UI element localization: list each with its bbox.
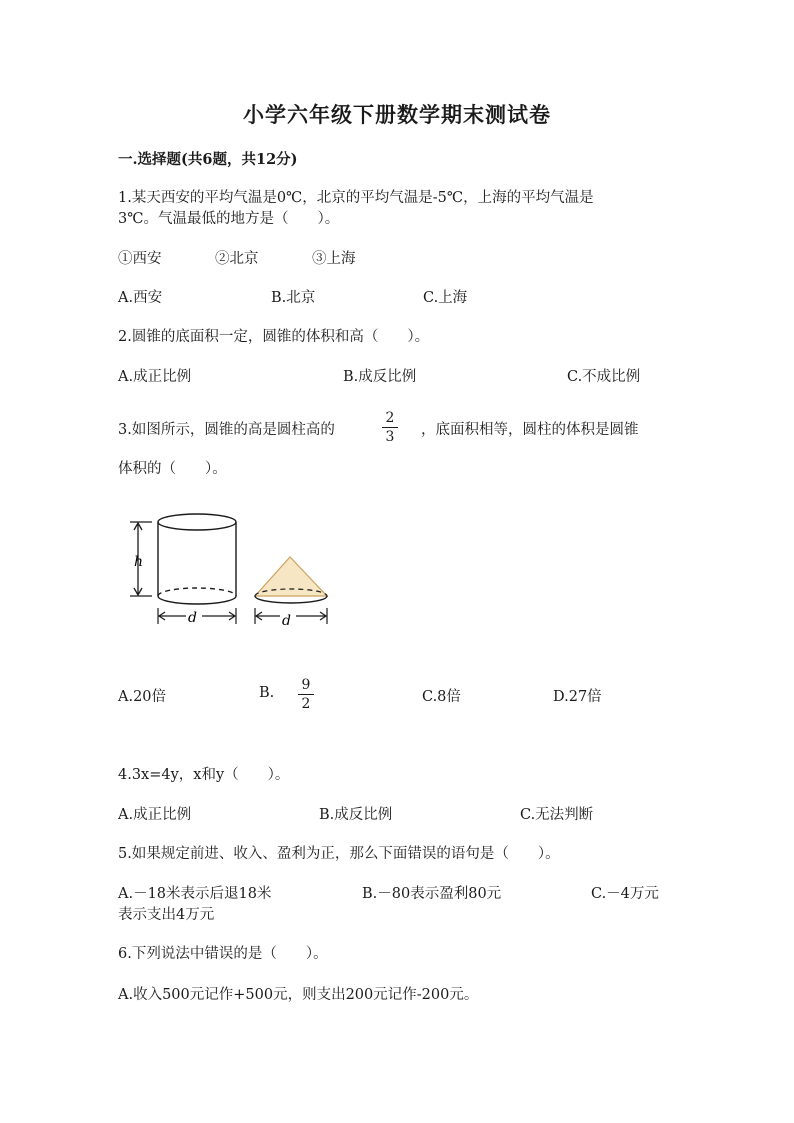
fraction-bar — [382, 427, 398, 428]
option-b: B.成反比例 — [343, 369, 417, 385]
question-4-text: 4.3x=4y，x和y（ ）。 — [118, 767, 290, 783]
option-a: A.成正比例 — [118, 807, 192, 823]
page-title: 小学六年级下册数学期末测试卷 — [243, 102, 551, 127]
fraction-numerator: 9 — [301, 677, 311, 693]
section-heading: 一.选择题(共6题，共12分) — [118, 151, 298, 168]
option-a: A.西安 — [118, 290, 163, 306]
option-d: D.27倍 — [553, 689, 602, 705]
question-5-text: 5.如果规定前进、收入、盈利为正，那么下面错误的语句是（ ）。 — [118, 846, 560, 862]
option-c: C.上海 — [423, 290, 468, 306]
question-3-line-2: 体积的（ ）。 — [118, 461, 227, 477]
choice-3: ③上海 — [312, 251, 356, 267]
fraction-denominator: 3 — [385, 429, 395, 445]
question-1-line-2: 3℃。气温最低的地方是（ ）。 — [118, 211, 340, 227]
cone-diameter-label: d — [282, 613, 291, 629]
fraction-bar — [298, 694, 314, 695]
choice-2: ②北京 — [215, 251, 259, 267]
question-3-text-before: 3.如图所示，圆锥的高是圆柱高的 — [118, 422, 335, 438]
option-a: A.收入500元记作+500元，则支出200元记作-200元。 — [118, 987, 479, 1003]
option-c: C.8倍 — [422, 689, 461, 705]
question-6-text: 6.下列说法中错误的是（ ）。 — [118, 946, 328, 962]
option-b: B.－80表示盈利80元 — [362, 886, 502, 902]
option-a: A.成正比例 — [118, 369, 192, 385]
option-a: A.－18米表示后退18米 — [118, 886, 272, 902]
question-1-line-1: 1.某天西安的平均气温是0℃，北京的平均气温是-5℃，上海的平均气温是 — [118, 190, 594, 206]
option-b: B.北京 — [271, 290, 316, 306]
cone — [255, 557, 327, 603]
cylinder-cone-figure — [122, 510, 337, 632]
cylinder — [158, 514, 236, 604]
option-c: C.不成比例 — [567, 369, 641, 385]
option-b: B.成反比例 — [319, 807, 393, 823]
fraction-two-thirds — [380, 410, 400, 445]
height-label: h — [134, 554, 144, 570]
option-a: A.20倍 — [118, 689, 167, 705]
fraction-nine-halves — [296, 677, 316, 712]
option-c-continued: 表示支出4万元 — [118, 907, 215, 923]
fraction-denominator: 2 — [301, 696, 311, 712]
option-c: C.无法判断 — [520, 807, 594, 823]
question-2-text: 2.圆锥的底面积一定，圆锥的体积和高（ ）。 — [118, 329, 430, 345]
option-b: B. — [259, 685, 275, 701]
cylinder-diameter-label: d — [188, 610, 197, 626]
option-c: C.－4万元 — [591, 886, 659, 902]
question-3-text-after: ，底面积相等，圆柱的体积是圆锥 — [421, 422, 639, 438]
fraction-numerator: 2 — [385, 410, 395, 426]
choice-1: ①西安 — [118, 251, 162, 267]
